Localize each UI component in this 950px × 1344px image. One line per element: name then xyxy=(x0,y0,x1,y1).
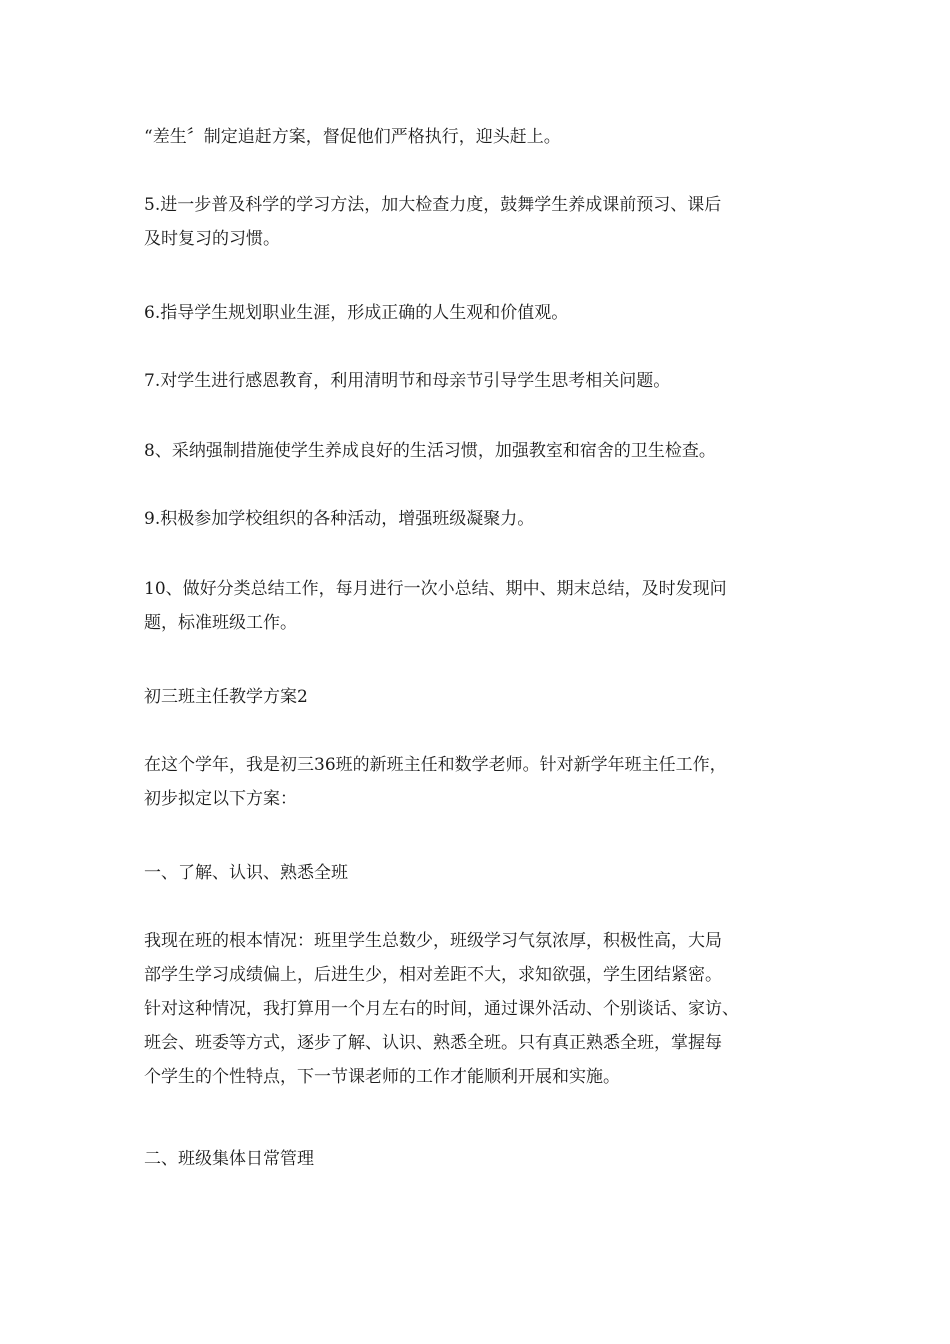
paragraph-item-10-summary-work: 10、做好分类总结工作，每月进行一次小总结、期中、期末总结，及时发现问 题，标准班级工作。 xyxy=(144,579,727,633)
paragraph-item-6-career-planning: 6.指导学生规划职业生涯，形成正确的人生观和价值观。 xyxy=(144,303,569,323)
heading-daily-management: 二、班级集体日常管理 xyxy=(144,1149,314,1169)
paragraph-item-5-study-methods: 5.进一步普及科学的学习方法，加大检查力度，鼓舞学生养成课前预习、课后 及时复习的习惯。 xyxy=(144,195,722,249)
section-title-plan-2: 初三班主任教学方案2 xyxy=(144,687,308,707)
paragraph-item-9-school-activities: 9.积极参加学校组织的各种活动，增强班级凝聚力。 xyxy=(144,509,535,529)
paragraph-class-situation: 我现在班的根本情况：班里学生总数少，班级学习气氛浓厚，积极性高，大局 部学生学习成绩偏上，后进生少，相对差距不大，求知欲强，学生团结紧密。 针对这种情况，我打算用一个月左右的时间，通过课外活动、个别谈话、家访、 班会、班委等方式，逐步了解、认识、熟悉全班。只有真正熟悉全班，掌握每 个学生的个性特点，下一节课老师的工作才能顺利开展和实施。 xyxy=(144,931,739,1087)
paragraph-item-7-gratitude-education: 7.对学生进行感恩教育，利用清明节和母亲节引导学生思考相关问题。 xyxy=(144,371,671,391)
heading-know-the-class: 一、了解、认识、熟悉全班 xyxy=(144,863,348,883)
paragraph-intro-new-year: 在这个学年，我是初三36班的新班主任和数学老师。针对新学年班主任工作， 初步拟定以下方案： xyxy=(144,755,727,809)
paragraph-lagging-students-plan: “差生〞制定追赶方案，督促他们严格执行，迎头赶上。 xyxy=(144,127,561,147)
paragraph-item-8-living-habits: 8、采纳强制措施使学生养成良好的生活习惯，加强教室和宿舍的卫生检查。 xyxy=(144,441,716,461)
